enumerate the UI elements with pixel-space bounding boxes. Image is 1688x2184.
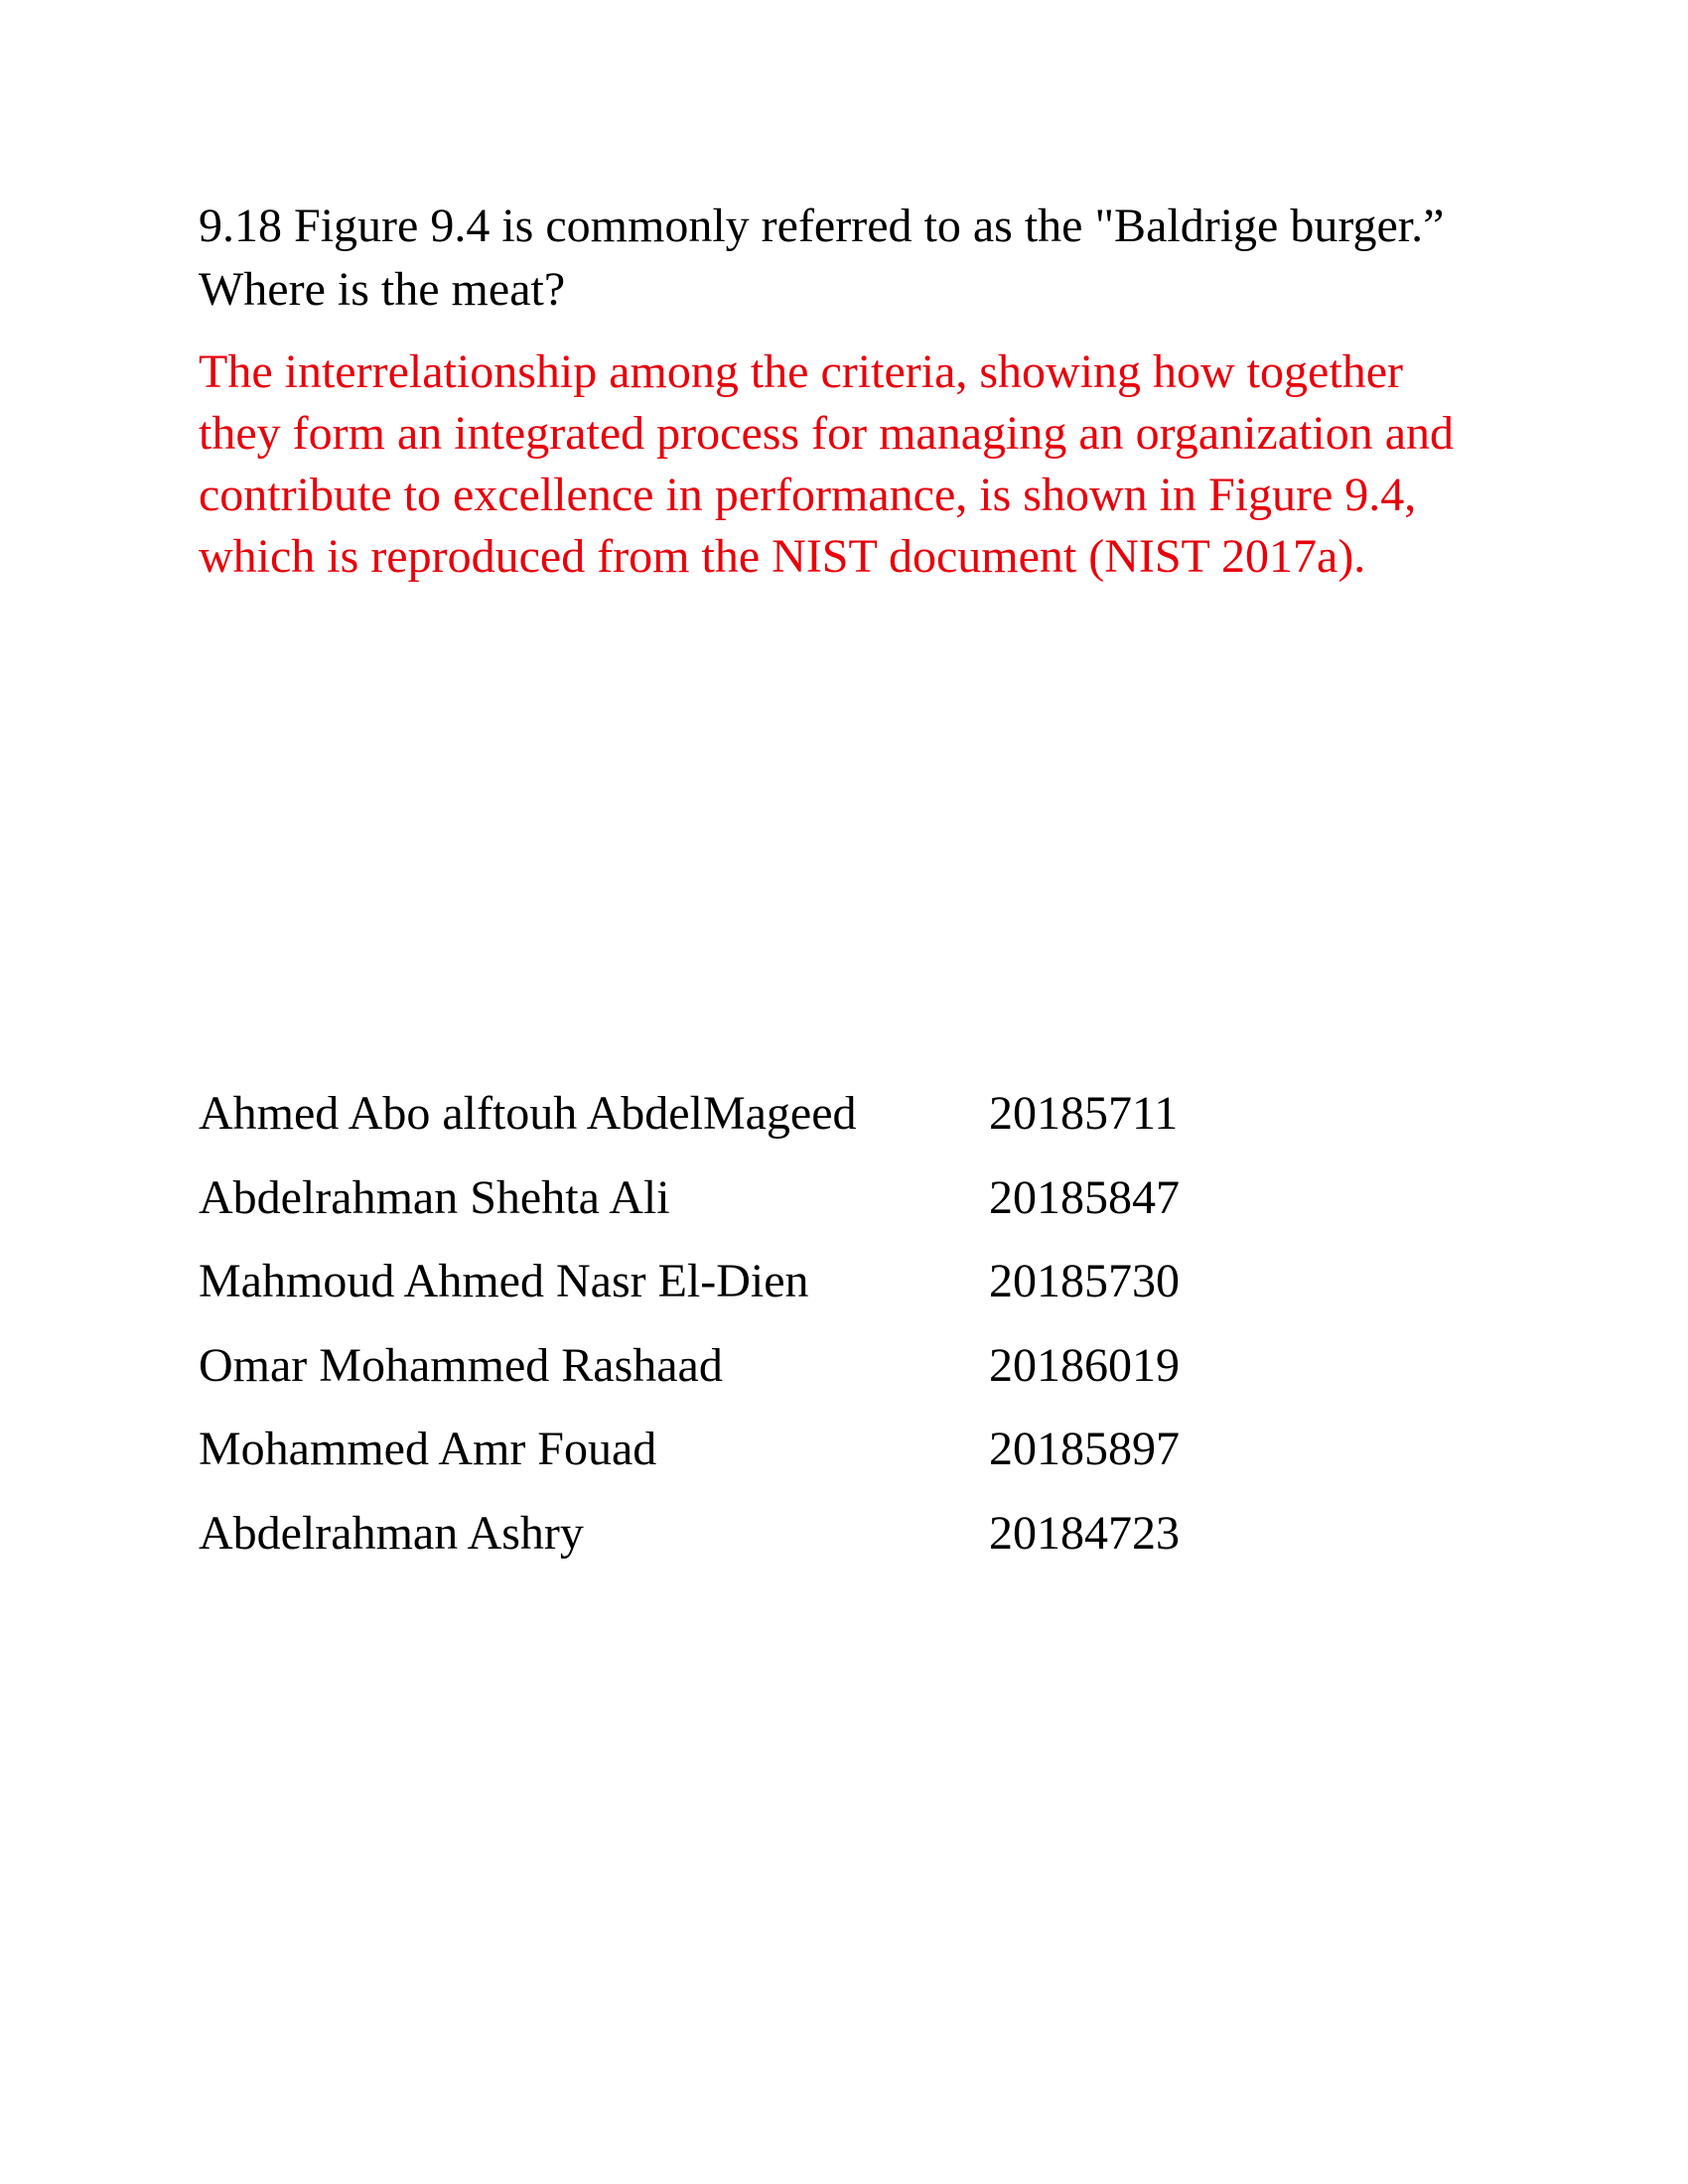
member-id: 20186019 (989, 1338, 1180, 1392)
member-name: Abdelrahman Shehta Ali (199, 1170, 670, 1224)
member-row (199, 1166, 1291, 1251)
member-id: 20184723 (989, 1506, 1180, 1560)
member-id: 20185847 (989, 1170, 1180, 1224)
team-members-list (199, 1082, 1291, 1585)
answer-text: The interrelationship among the criteria, showing how together they form an integrated process for managing an organization and contribute to excellence in performance, is shown in Figure 9.4, which is reproduced from the NIST document (NIST 2017a). (199, 345, 1455, 583)
member-name: Mahmoud Ahmed Nasr El-Dien (199, 1255, 809, 1307)
member-id: 20185711 (989, 1087, 1179, 1140)
member-row (199, 1334, 1291, 1419)
member-id: 20185897 (989, 1423, 1180, 1475)
member-id: 20185730 (989, 1255, 1180, 1307)
member-row (199, 1250, 1291, 1334)
question-text: 9.18 Figure 9.4 is commonly referred to as the "Baldrige burger.” Where is the meat? (199, 200, 1445, 316)
member-row (199, 1502, 1291, 1586)
member-name: Omar Mohammed Rashaad (199, 1338, 723, 1392)
member-name: Abdelrahman Ashry (199, 1506, 584, 1560)
member-name: Ahmed Abo alftouh AbdelMageed (199, 1087, 857, 1140)
member-row (199, 1418, 1291, 1502)
member-name: Mohammed Amr Fouad (199, 1423, 657, 1475)
member-row (199, 1082, 1291, 1166)
